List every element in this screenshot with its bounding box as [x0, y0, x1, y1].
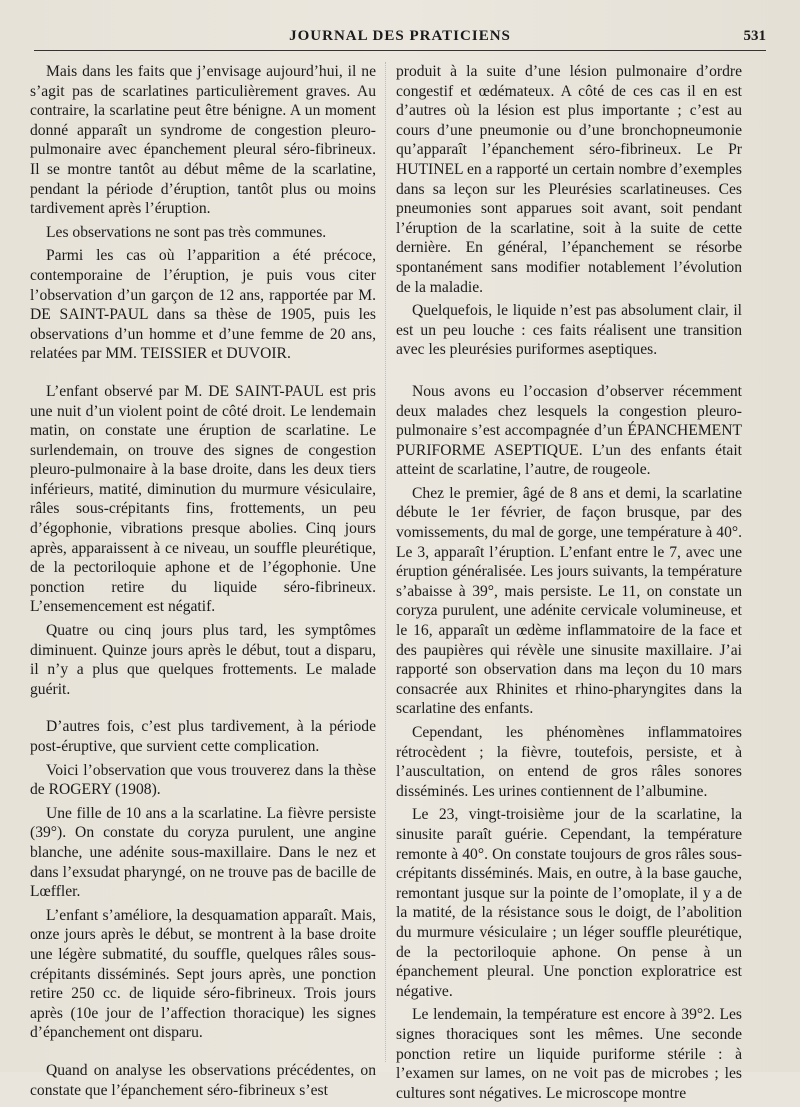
- page-header: [34, 28, 766, 51]
- column-divider: [385, 62, 386, 1062]
- paragraph: Le 23, vingt-troisième jour de la scarlatine, la sinusite paraît guérie. Cependant, la température remonte à 40°. On constate toujours de gros râles sous-crépitants disséminés. Mais, en outre, à la base gauche, remontant jusque sur la pointe de l’omoplate, il y a de la matité, de la résistance sous le doigt, de l’abolition du murmure vésiculaire ; un léger souffle pleurétique, de la pectoriloquie aphone. On pense à un épanchement pleural. Une ponction exploratrice est négative.: [396, 806, 742, 1000]
- journal-title: JOURNAL DES PRATICIENS: [289, 28, 511, 44]
- paragraph: Voici l’observation que vous trouverez dans la thèse de ROGERY (1908).: [30, 761, 376, 799]
- paragraph: produit à la suite d’une lésion pulmonaire d’ordre congestif et œdémateux. A côté de ces cas il en est d’autres où la lésion est plus importante ; c’est au cours d’une pneumonie ou d’une bronchopneumonie qu’apparaît l’épanchement séro-fibrineux. Le Pr HUTINEL en a rapporté un certain nombre d’exemples dans sa leçon sur les Pleurésies scarlatineuses. Ces pneumonies sont apparues soit avant, soit pendant l’éruption de la scarlatine, soit à la suite de cette dernière. En général, l’épanchement se résorbe spontanément sans modifier notablement l’évolution de la maladie.: [396, 63, 742, 296]
- paragraph: Quatre ou cinq jours plus tard, les symptômes diminuent. Quinze jours après le début, tout a disparu, il n’y a plus que quelques frottements. Le malade guérit.: [30, 622, 376, 698]
- paragraph: Nous avons eu l’occasion d’observer récemment deux malades chez lesquels la congestion pleuro-pulmonaire s’est accompagnée d’un ÉPANCHEMENT PURIFORME ASEPTIQUE. L’un des enfants était atteint de scarlatine, l’autre, de rougeole.: [396, 382, 742, 479]
- paragraph: D’autres fois, c’est plus tardivement, à la période post-éruptive, que survient cette complication.: [30, 718, 376, 755]
- right-column: [396, 62, 742, 1107]
- paragraph: Quelquefois, le liquide n’est pas absolument clair, il est un peu louche : ces faits réalisent une transition avec les pleurésies puriformes aseptiques.: [396, 302, 742, 359]
- paragraph: L’enfant s’améliore, la desquamation apparaît. Mais, onze jours après le début, se montrent à la base droite une légère submatité, du souffle, quelques râles sous-crépitants disséminés. Sept jours après, une ponction retire 250 cc. de liquide séro-fibrineux. Trois jours après (10e jour de l’affection thoracique) les signes d’épanchement ont disparu.: [30, 906, 376, 1042]
- paragraph: Cependant, les phénomènes inflammatoires rétrocèdent ; la fièvre, toutefois, persiste, et à l’auscultation, on entend de gros râles sonores disséminés. Les urines contiennent de l’albumine.: [396, 724, 742, 800]
- page-number: 531: [743, 28, 766, 44]
- paragraph: Une fille de 10 ans a la scarlatine. La fièvre persiste (39°). On constate du coryza purulent, une angine blanche, une adénite sous-maxillaire. Dans le nez et dans l’exsudat pharyngé, on ne trouve pas de bacille de Lœffler.: [30, 804, 376, 901]
- paragraph: L’enfant observé par M. DE SAINT-PAUL est pris une nuit d’un violent point de côté droit. Le lendemain matin, on constate une éruption de scarlatine. Le surlendemain, on trouve des signes de congestion pleuro-pulmonaire à la base droite, dans les deux tiers inférieurs, matité, diminution du murmure vésiculaire, râles sous-crépitants fins, frottements, un peu d’égophonie, vibrations presque abolies. Cinq jours après, apparaissent à ce niveau, un souffle pleurétique, de la pectoriloquie aphone et de l’égophonie. Une ponction retire du liquide séro-fibrineux. L’ensemencement est négatif.: [30, 382, 376, 616]
- paragraph: Quand on analyse les observations précédentes, on constate que l’épanchement séro-fibrineux s’est: [30, 1061, 376, 1099]
- paragraph: Le lendemain, la température est encore à 39°2. Les signes thoraciques sont les mêmes. Une seconde ponction retire un liquide puriforme stérile : à l’examen sur lames, on ne voit pas de microbes ; les cultures sont négatives. Le microscope montre: [396, 1006, 742, 1102]
- paragraph: Les observations ne sont pas très communes.: [46, 223, 327, 241]
- paragraph: Chez le premier, âgé de 8 ans et demi, la scarlatine débute le 1er février, de façon brusque, par des vomissements, du mal de gorge, une température à 40°. Le 3, apparaît l’éruption. L’enfant entre le 7, avec une éruption généralisée. Les jours suivants, la température s’abaisse à 39°, mais persiste. Le 11, on constate un coryza purulent, une adénite cervicale volumineuse, et le 16, apparaît un œdème inflammatoire de la face et des paupières qui révèle une sinusite maxillaire. J’ai rapporté son observation dans ma leçon du 10 mars consacrée aux Rhinites et rhino-pharyngites dans la scarlatine des enfants.: [396, 484, 742, 718]
- paragraph: Mais dans les faits que j’envisage aujourd’hui, il ne s’agit pas de scarlatines particulièrement graves. Au contraire, la scarlatine peut être bénigne. A un moment donné apparaît un syndrome de congestion pleuro-pulmonaire avec épanchement pleural séro-fibrineux. Il se montre tantôt au début même de la scarlatine, pendant la période d’éruption, tantôt plus ou moins tardivement après l’éruption.: [30, 63, 376, 218]
- left-column: [30, 62, 376, 1104]
- paragraph: Parmi les cas où l’apparition a été précoce, contemporaine de l’éruption, je puis vous citer l’observation d’un garçon de 12 ans, rapportée par M. DE SAINT-PAUL dans sa thèse de 1905, puis les observations d’un homme et d’une femme de 20 ans, relatées par MM. TEISSIER et DUVOIR.: [30, 247, 376, 363]
